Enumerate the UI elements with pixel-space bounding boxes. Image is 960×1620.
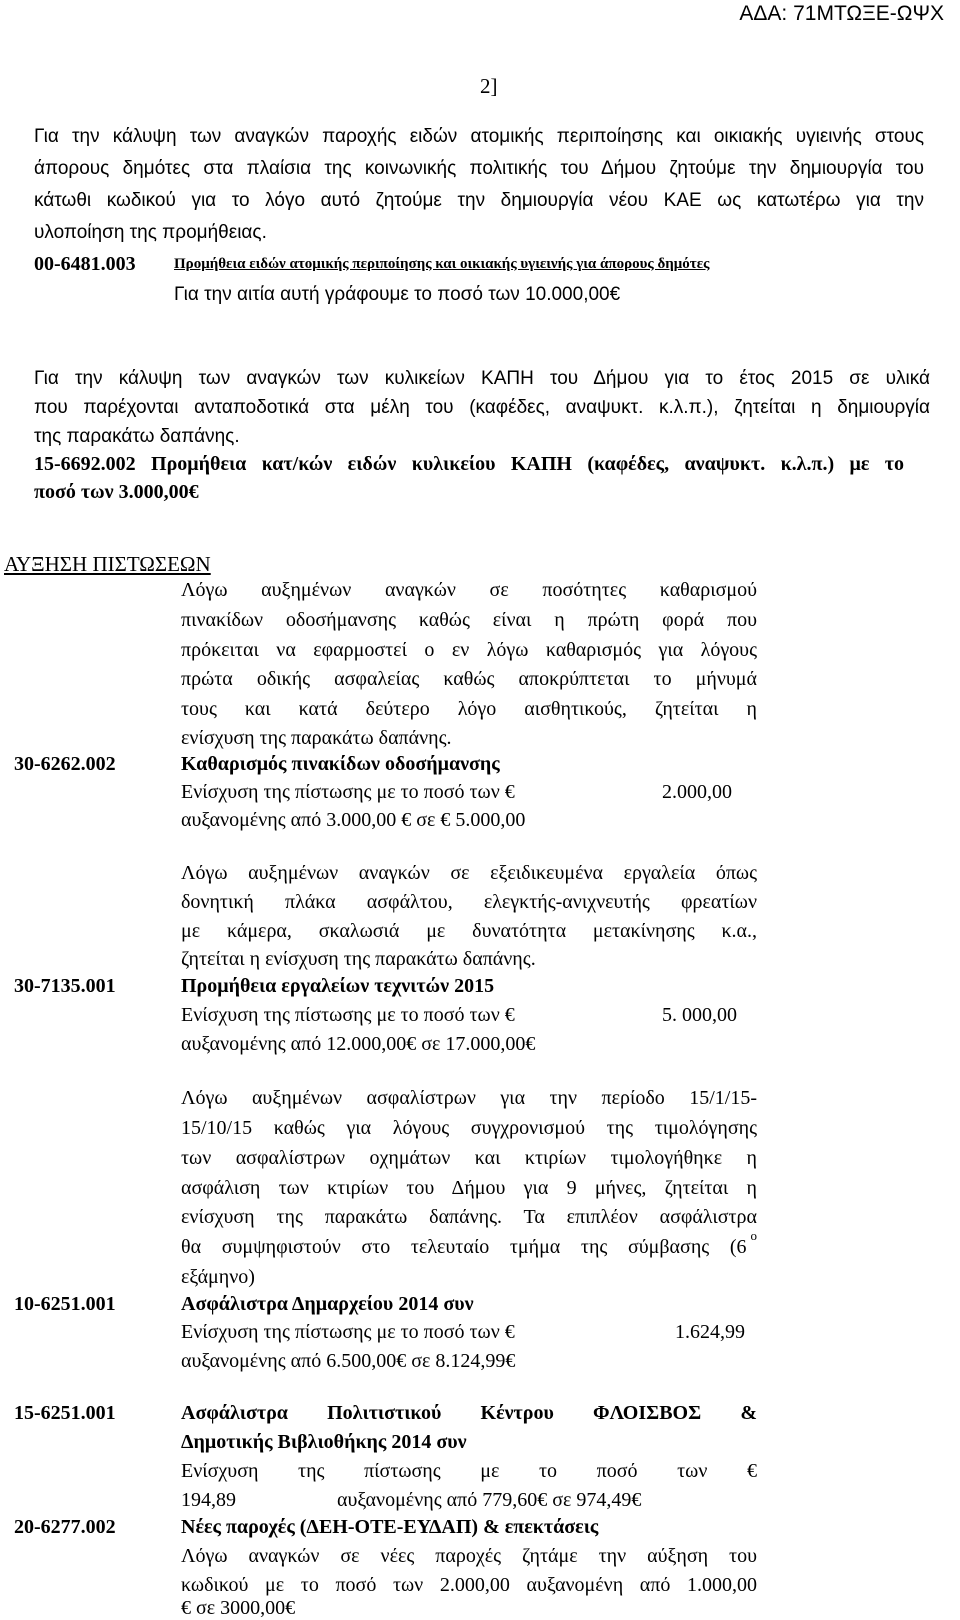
account-code: 30-7135.001 — [14, 975, 116, 997]
reason-line: πρόκειται να εφαρμοστεί ο εν λόγω καθαρισμός για λόγους — [181, 639, 757, 661]
amount-text: Ενίσχυση της πίστωσης με το ποσό των € — [181, 781, 515, 803]
account-code: 20-6277.002 — [14, 1516, 116, 1538]
increased-line: αυξανομένης από 12.000,00€ σε 17.000,00€ — [181, 1033, 536, 1055]
amount-value: 194,89 — [181, 1489, 236, 1511]
account-title: Νέες παροχές (ΔΕΗ-ΟΤΕ-ΕΥΔΑΠ) & επεκτάσεις — [181, 1516, 599, 1538]
amount-text: Ενίσχυση της πίστωσης με το ποσό των € — [181, 1460, 757, 1482]
paragraph-line: της παρακάτω δαπάνης. — [34, 426, 240, 447]
account-line: 15-6692.002 Προμήθεια κατ/κών ειδών κυλικείου ΚΑΠΗ (καφέδες, αναψυκτ. κ.λ.π.) με το — [34, 453, 904, 475]
reason-line: δονητική πλάκα ασφάλτου, ελεγκτής-ανιχνευτής φρεατίων — [181, 891, 757, 913]
account-title: Προμήθεια εργαλείων τεχνιτών 2015 — [181, 975, 495, 997]
amount-text: Ενίσχυση της πίστωσης με το ποσό των € — [181, 1004, 515, 1026]
account-code: 10-6251.001 — [14, 1293, 116, 1315]
reason-line: με κάμερα, σκαλωσιά με δυνατότητα μετακίνησης κ.α., — [181, 920, 757, 942]
reason-line: πρώτα οδικής ασφαλείας καθώς αποκρύπτεται το μήνυμά — [181, 668, 757, 690]
paragraph-line: που παρέχονται ανταποδοτικά στα μέλη του (καφέδες, αναψυκτ. κ.λ.π.), ζητείται η δημιουργία — [34, 397, 930, 418]
amount-value: 1.624,99 — [675, 1321, 745, 1343]
paragraph-line: Για την κάλυψη των αναγκών των κυλικείων ΚΑΠΗ του Δήμου για το έτος 2015 σε υλικά — [34, 368, 930, 389]
reason-line: Λόγω αυξημένων αναγκών σε ποσότητες καθαρισμού — [181, 579, 757, 601]
reason-line: πινακίδων οδοσήμανσης καθώς είναι η πρώτη φορά που — [181, 609, 757, 631]
increased-line: αυξανομένης από 3.000,00 € σε € 5.000,00 — [181, 809, 526, 831]
reason-line: τους και κατά δεύτερο λόγο αισθητικούς, ζητείται η — [181, 698, 757, 720]
reason-line: ζητείται η ενίσχυση της παρακάτω δαπάνης. — [181, 948, 536, 970]
amount-value: 2.000,00 — [662, 781, 732, 803]
reason-line: 15/10/15 καθώς για λόγους συγχρονισμού της τιμολόγησης — [181, 1117, 757, 1139]
amount-text: Ενίσχυση της πίστωσης με το ποσό των € — [181, 1321, 515, 1343]
reason-line: € σε 3000,00€ — [181, 1597, 296, 1619]
ada-number: ΑΔΑ: 71ΜΤΩΞΕ-ΩΨΧ — [739, 2, 944, 25]
increased-line: αυξανομένης από 779,60€ σε 974,49€ — [337, 1489, 642, 1511]
reason-line: των ασφαλίστρων οχημάτων και κτιρίων τιμολογήθηκε η — [181, 1147, 757, 1169]
amount-value: 5. 000,00 — [662, 1004, 737, 1026]
reason-line: κωδικού με το ποσό των 2.000,00 αυξανομένη από 1.000,00 — [181, 1574, 757, 1596]
reason-line: θα συμψηφιστούν στο τελευταίο τμήμα της σύμβασης (6 — [181, 1236, 747, 1258]
account-title: Προμήθεια ειδών ατομικής περιποίησης και οικιακής υγιεινής για άπορους δημότες — [174, 256, 710, 272]
account-line-amount: ποσό των 3.000,00€ — [34, 481, 199, 503]
reason-line: εξάμηνο) — [181, 1266, 255, 1288]
account-code: 30-6262.002 — [14, 753, 116, 775]
account-title-line-2: Δημοτικής Βιβλιοθήκης 2014 συν — [181, 1431, 467, 1453]
paragraph-line: Για την κάλυψη των αναγκών παροχής ειδών ατομικής περιποίησης και οικιακής υγιεινής στους — [34, 126, 924, 147]
increase-heading: ΑΥΞΗΣΗ ΠΙΣΤΩΣΕΩΝ — [4, 552, 211, 576]
amount-line: Για την αιτία αυτή γράφουμε το ποσό των 10.000,00€ — [174, 284, 621, 305]
reason-line: ενίσχυση της παρακάτω δαπάνης. — [181, 727, 452, 749]
reason-line: Λόγω αυξημένων αναγκών σε εξειδικευμένα εργαλεία όπως — [181, 862, 757, 884]
account-title: Ασφάλιστρα Δημαρχείου 2014 συν — [181, 1293, 474, 1315]
reason-line: Λόγω αυξημένων ασφαλίστρων για την περίοδο 15/1/15- — [181, 1087, 757, 1109]
ordinal-superscript: ο — [750, 1228, 757, 1243]
account-code: 00-6481.003 — [34, 253, 136, 275]
account-title: Καθαρισμός πινακίδων οδοσήμανσης — [181, 753, 500, 775]
account-code: 15-6251.001 — [14, 1402, 116, 1424]
paragraph-line: άπορους δημότες στα πλαίσια της κοινωνικής πολιτικής του Δήμου ζητούμε την δημιουργία του — [34, 158, 924, 179]
section-marker: 2] — [480, 74, 498, 98]
account-title: Ασφάλιστρα Πολιτιστικού Κέντρου ΦΛΟΙΣΒΟΣ & — [181, 1402, 757, 1424]
increased-line: αυξανομένης από 6.500,00€ σε 8.124,99€ — [181, 1350, 516, 1372]
reason-line: ενίσχυση της παρακάτω δαπάνης. Τα επιπλέον ασφάλιστρα — [181, 1206, 757, 1228]
reason-line-with-sup — [181, 1228, 757, 1259]
paragraph-line: υλοποίηση της προμήθειας. — [34, 222, 267, 243]
reason-line: Λόγω αναγκών σε νέες παροχές ζητάμε την αύξηση του — [181, 1545, 757, 1567]
reason-line: ασφάλιση των κτιρίων του Δήμου για 9 μήνες, ζητείται η — [181, 1177, 757, 1199]
paragraph-line: κάτωθι κωδικού για το λόγο αυτό ζητούμε την δημιουργία νέου ΚΑΕ ως κατωτέρω για την — [34, 190, 924, 211]
